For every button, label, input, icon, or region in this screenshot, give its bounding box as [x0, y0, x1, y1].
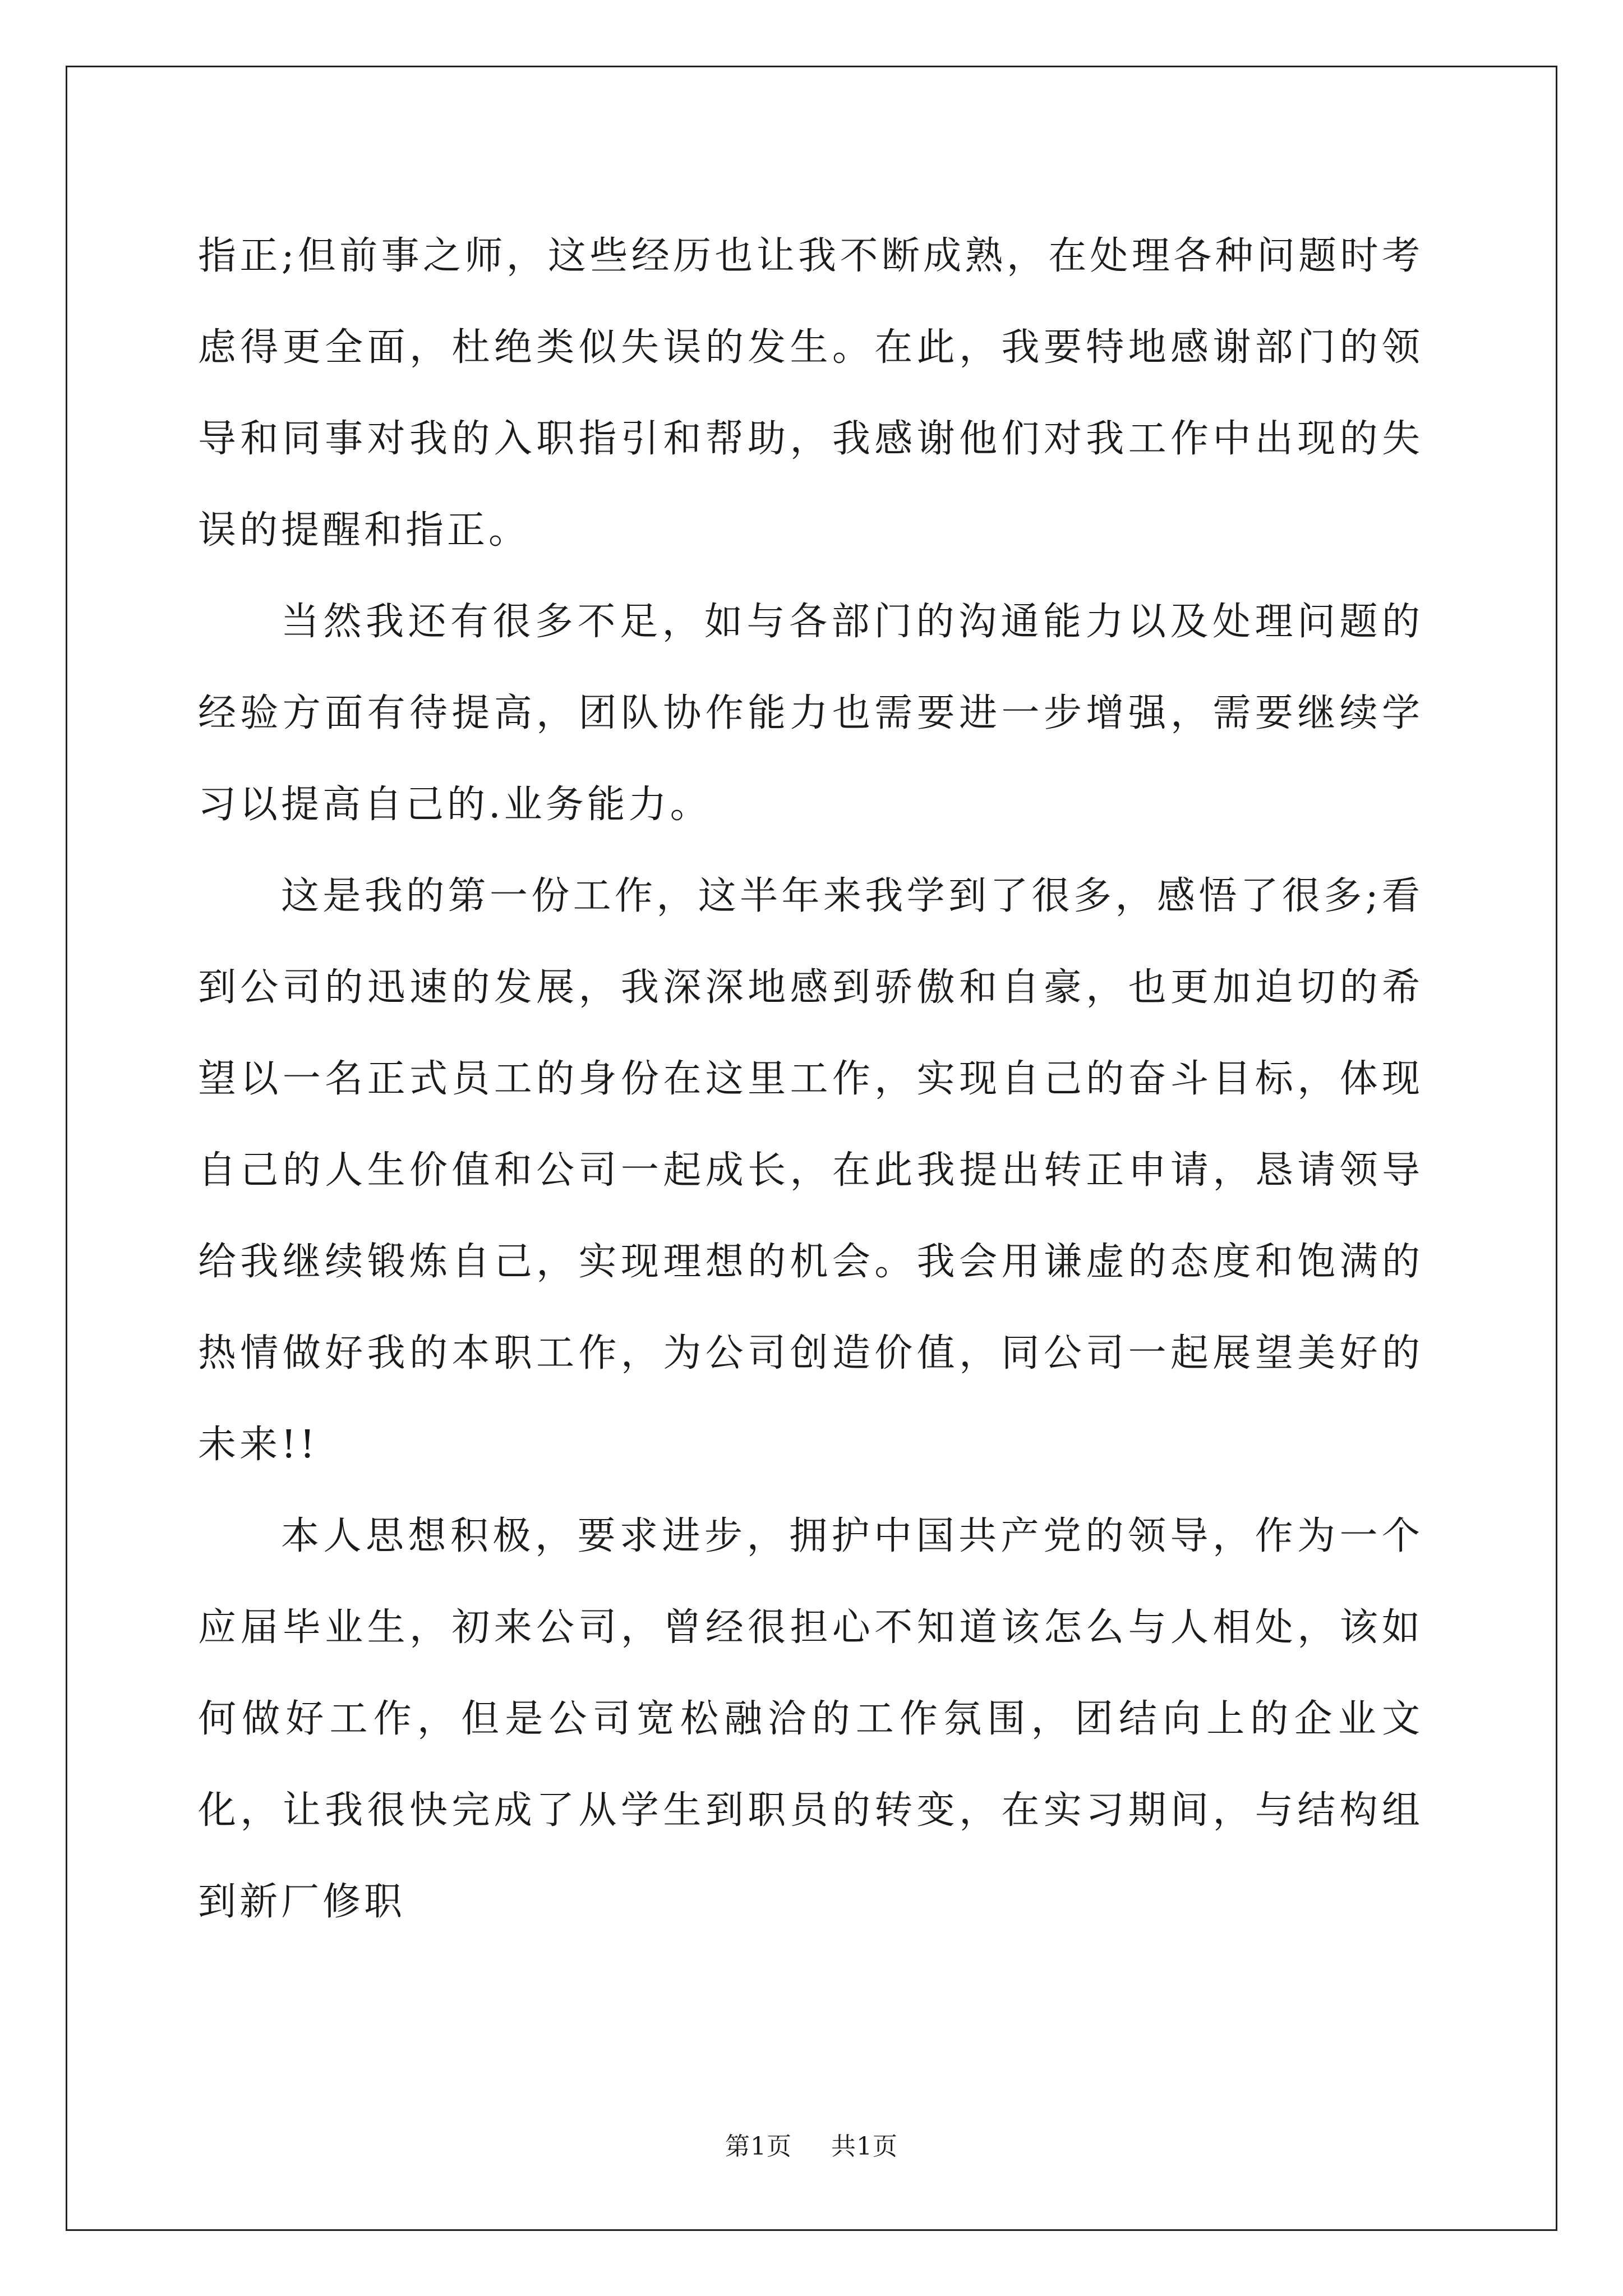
page-number: 第1页 [725, 2132, 792, 2161]
paragraph-3: 这是我的第一份工作，这半年来我学到了很多，感悟了很多;看到公司的迅速的发展，我深深地感到骄傲和自豪，也更加迫切的希望以一名正式员工的身份在这里工作，实现自己的奋斗目标，体现自己的人生价值和公司一起成长，在此我提出转正申请，恳请领导给我继续锻炼自己，实现理想的机会。我会用谦虚的态度和饱满的热情做好我的本职工作，为公司创造价值，同公司一起展望美好的未来!! [198, 874, 1423, 1467]
page-footer [0, 2126, 1623, 2162]
paragraph-4: 本人思想积极，要求进步，拥护中国共产党的领导，作为一个应届毕业生，初来公司，曾经很担心不知道该怎么与人相处，该如何做好工作，但是公司宽松融洽的工作氛围，团结向上的企业文化，让我很快完成了从学生到职员的转变，在实习期间，与结构组到新厂修职 [198, 1514, 1423, 1924]
paragraph-2: 当然我还有很多不足，如与各部门的沟通能力以及处理问题的经验方面有待提高，团队协作能力也需要进一步增强，需要继续学习以提高自己的.业务能力。 [198, 600, 1423, 827]
document-body [198, 210, 1423, 1948]
page-total: 共1页 [831, 2132, 898, 2161]
paragraph-1: 指正;但前事之师，这些经历也让我不断成熟，在处理各种问题时考虑得更全面，杜绝类似失误的发生。在此，我要特地感谢部门的领导和同事对我的入职指引和帮助，我感谢他们对我工作中出现的失误的提醒和指正。 [198, 234, 1423, 553]
